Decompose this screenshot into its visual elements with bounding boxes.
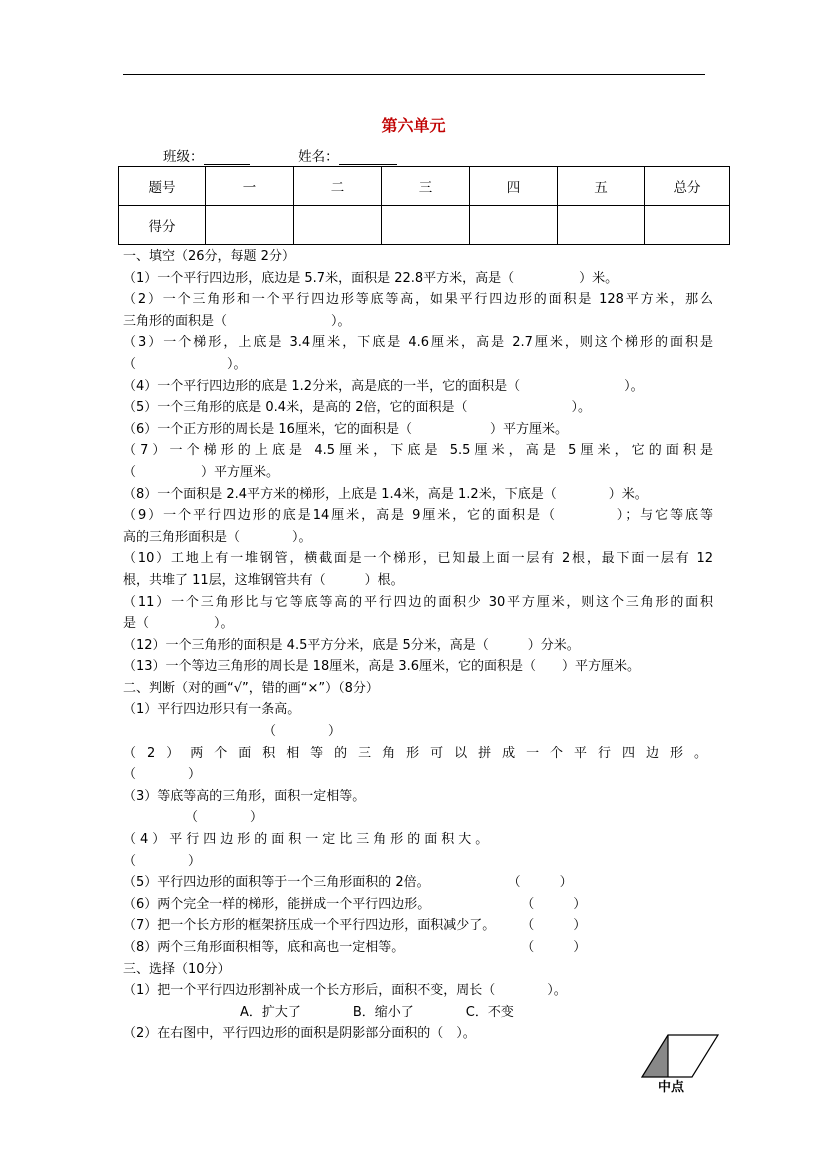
question-line: （3）等底等高的三角形，面积一定相等。 xyxy=(123,788,366,804)
question-line: （8）一个面积是 2.4平方米的梯形，上底是 1.4米，高是 1.2米，下底是（ ）米。 xyxy=(123,486,648,502)
question-line: （2）一个三角形和一个平行四边形等底等高，如果平行四边形的面积是 128平方米，那么 xyxy=(123,292,713,308)
score-table xyxy=(118,166,730,245)
question-line: （1）把一个平行四边形割补成一个长方形后，面积不变，周长（ ）。 xyxy=(123,983,567,999)
section-heading: 三、选择（10分） xyxy=(123,961,231,977)
score-header-cell: 一 xyxy=(206,167,294,206)
score-cell[interactable] xyxy=(645,206,730,245)
name-label: 姓名： xyxy=(298,149,339,165)
question-line: （5）一个三角形的底是 0.4米，是高的 2倍，它的面积是（ ）。 xyxy=(123,400,591,416)
question-line: （6）一个正方形的周长是 16厘米，它的面积是（ ）平方厘米。 xyxy=(123,421,568,437)
header-rule xyxy=(123,74,705,75)
question-line: 三角形的面积是（ ）。 xyxy=(123,313,351,329)
question-line: （7）把一个长方形的框架挤压成一个平行四边形，面积减少了。 （ ） xyxy=(123,918,587,934)
score-cell[interactable] xyxy=(206,206,294,245)
answer-bracket[interactable]: （ ） xyxy=(123,767,202,783)
question-line: 高的三角形面积是（ ）。 xyxy=(123,529,312,545)
answer-bracket[interactable]: （ ） xyxy=(123,853,202,869)
score-cell[interactable] xyxy=(470,206,558,245)
score-row-label: 得分 xyxy=(119,206,206,245)
question-line: （8）两个三角形面积相等，底和高也一定相等。 （ ） xyxy=(123,940,587,955)
name-blank[interactable] xyxy=(339,150,397,165)
score-header-cell: 四 xyxy=(470,167,558,206)
choice-options: A．扩大了 B．缩小了 C．不变 xyxy=(123,1004,514,1020)
answer-bracket[interactable]: （ ） xyxy=(185,810,264,826)
question-line: （7）一个梯形的上底是 4.5厘米，下底是 5.5厘米，高是 5厘米，它的面积是 xyxy=(123,443,713,459)
question-line: （5）平行四边形的面积等于一个三角形面积的 2倍。 （ ） xyxy=(123,875,573,891)
question-line: （4）平行四边形的面积一定比三角形的面积大。 xyxy=(123,832,493,848)
question-line: （ ）平方厘米。 xyxy=(123,464,280,480)
score-cell[interactable] xyxy=(382,206,470,245)
class-label: 班级： xyxy=(163,149,204,165)
score-row xyxy=(119,206,730,245)
question-line: （1）一个平行四边形，底边是 5.7米，面积是 22.8平方米，高是（ ）米。 xyxy=(123,270,619,286)
question-line: （4）一个平行四边形的底是 1.2分米，高是底的一半，它的面积是（ ）。 xyxy=(123,378,644,394)
page-title: 第六单元 xyxy=(381,116,446,135)
question-line: （10）工地上有一堆钢管，横截面是一个梯形，已知最上面一层有 2根，最下面一层有 12 xyxy=(123,551,713,567)
question-line: （ ）。 xyxy=(123,356,247,372)
answer-bracket[interactable]: （ ） xyxy=(263,724,342,740)
question-line: 是（ ）。 xyxy=(123,616,234,632)
name-row xyxy=(163,145,397,165)
question-line: （13）一个等边三角形的周长是 18厘米，高是 3.6厘米，它的面积是（ ）平方厘米。 xyxy=(123,659,641,675)
class-blank[interactable] xyxy=(204,150,250,165)
question-line: （3）一个梯形，上底是 3.4厘米，下底是 4.6厘米，高是 2.7厘米，则这个梯形的面积是 xyxy=(123,335,713,351)
question-line: （12）一个三角形的面积是 4.5平方分米，底是 5分米，高是（ ）分米。 xyxy=(123,637,580,653)
question-line: （11）一个三角形比与它等底等高的平行四边的面积少 30平方厘米，则这个三角形的面积 xyxy=(123,594,713,610)
section-heading: 二、判断（对的画“√”，错的画“×”）（8分） xyxy=(123,680,379,696)
score-header-cell: 三 xyxy=(382,167,470,206)
question-line: （1）平行四边形只有一条高。 xyxy=(123,702,301,718)
question-line: （2）在右图中，平行四边形的面积是阴影部分面积的（ ）。 xyxy=(123,1026,476,1042)
section-heading: 一、填空（26分，每题 2分） xyxy=(123,249,295,264)
score-header-cell: 题号 xyxy=(119,167,206,206)
score-cell[interactable] xyxy=(294,206,382,245)
score-cell[interactable] xyxy=(558,206,645,245)
question-body xyxy=(123,246,713,1045)
question-line: （9）一个平行四边形的底是14厘米，高是 9厘米，它的面积是（ ）；与它等底等 xyxy=(123,508,713,524)
question-line: 根，共堆了 11层，这堆钢管共有（ ）根。 xyxy=(123,572,404,588)
question-line: （6）两个完全一样的梯形，能拼成一个平行四边形。 （ ） xyxy=(123,896,587,912)
score-header-cell: 二 xyxy=(294,167,382,206)
midpoint-label: 中点 xyxy=(658,1080,685,1095)
score-header-cell: 总分 xyxy=(645,167,730,206)
question-line: （2）两个面积相等的三角形可以拼成一个平行四边形。 xyxy=(123,745,713,761)
score-header-row xyxy=(119,167,730,206)
score-header-cell: 五 xyxy=(558,167,645,206)
